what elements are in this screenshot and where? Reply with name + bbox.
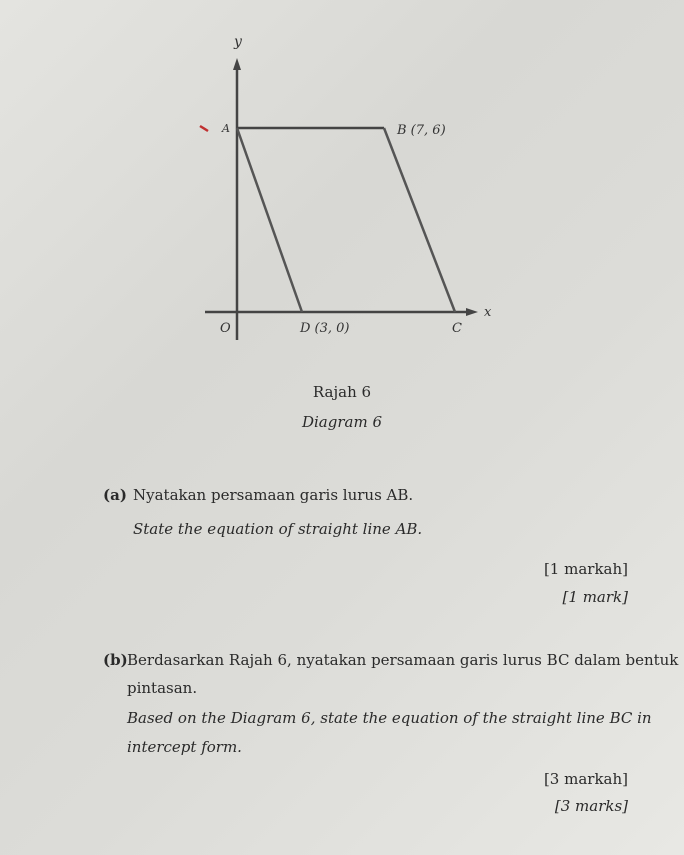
diagram-caption-en: Diagram 6 <box>301 413 383 431</box>
y-axis-label: y <box>234 34 242 50</box>
question-b-text-en-line1: Based on the Diagram 6, state the equation of the straight line BC in <box>127 709 652 727</box>
question-b-marks-ms: [3 markah] <box>543 770 628 788</box>
origin-label: O <box>220 321 231 336</box>
question-a-marks-ms: [1 markah] <box>543 560 628 578</box>
x-axis-label: x <box>484 305 492 320</box>
diagram-caption-ms: Rajah 6 <box>312 383 372 401</box>
diagram-6 <box>0 0 684 360</box>
y-axis-arrow <box>233 58 241 70</box>
point-D-label: D (3, 0) <box>300 321 350 336</box>
question-b-text-ms-line1: Berdasarkan Rajah 6, nyatakan persamaan garis lurus BC dalam bentuk <box>127 651 679 669</box>
point-B-label: B (7, 6) <box>397 123 446 138</box>
line-BC <box>384 128 455 312</box>
question-b-label: (b) <box>103 651 128 669</box>
x-axis-arrow <box>466 308 478 316</box>
point-A-marker <box>200 126 208 131</box>
question-b-text-en-line2: intercept form. <box>127 738 242 756</box>
point-A-label: A <box>222 122 230 135</box>
question-a-marks-en: [1 mark] <box>562 588 628 606</box>
question-b-text-ms-line2: pintasan. <box>127 679 198 697</box>
line-AD <box>237 128 302 312</box>
point-C-label: C <box>452 321 462 336</box>
question-a-label: (a) <box>103 486 127 504</box>
question-a-text-ms: Nyatakan persamaan garis lurus AB. <box>133 486 414 504</box>
question-b-marks-en: [3 marks] <box>554 797 628 815</box>
question-a-text-en: State the equation of straight line AB. <box>133 520 423 538</box>
